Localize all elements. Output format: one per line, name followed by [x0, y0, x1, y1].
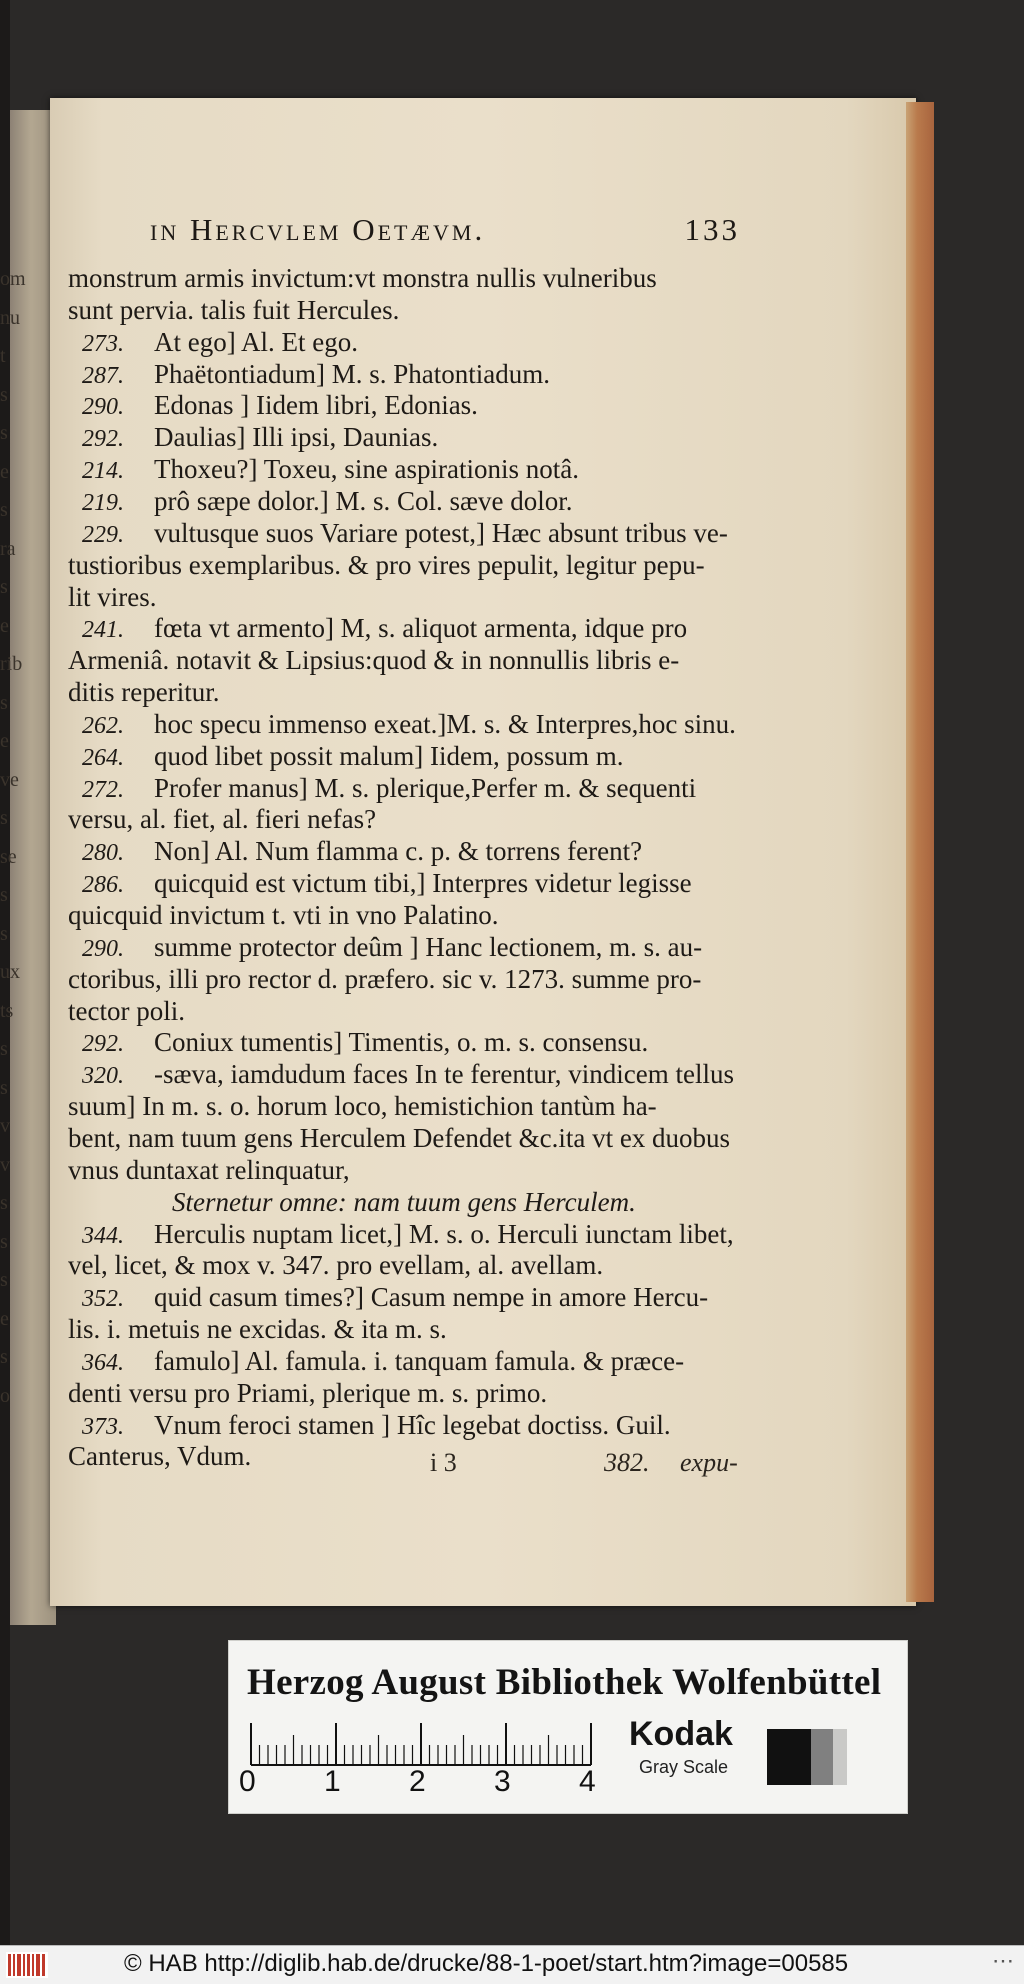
text-line — [82, 1409, 671, 1441]
line-text: Armeniâ. notavit & Lipsius:quod & in nonnullis libris e- — [68, 645, 680, 676]
text-line — [68, 644, 679, 676]
margin-fragment: o — [0, 1384, 10, 1407]
page-fore-edge — [906, 102, 934, 1602]
hab-logo-icon — [6, 1952, 48, 1978]
text-line — [68, 1377, 547, 1409]
verse-number: 292. — [82, 1031, 124, 1058]
verse-number: 273. — [82, 330, 124, 357]
verse-number: 292. — [82, 426, 124, 453]
text-line — [82, 517, 728, 549]
copyright-url[interactable]: © HAB http://diglib.hab.de/drucke/88-1-poet/start.htm?image=00585 — [124, 1950, 849, 1977]
line-text: summe protector deûm ] Hanc lectionem, m. s. au- — [154, 931, 703, 962]
margin-fragment: v — [0, 1153, 10, 1176]
line-text: fœta vt armento] M, s. aliquot armenta, idque pro — [154, 613, 688, 644]
text-line — [68, 963, 701, 995]
margin-fragment: s — [0, 576, 8, 598]
verse-number: 229. — [82, 521, 124, 548]
line-text: Coniux tumentis] Timentis, o. m. s. consensu. — [154, 1027, 649, 1058]
margin-fragment: s — [0, 1192, 8, 1214]
ruler-label: 0 — [239, 1765, 256, 1798]
catchword-number: 382. — [604, 1448, 650, 1477]
ruler-label: 2 — [409, 1765, 426, 1798]
margin-fragment: v — [0, 1115, 10, 1137]
line-text: sunt pervia. talis fuit Hercules. — [68, 294, 400, 325]
line-text: tustioribus exemplaribus. & pro vires pepulit, legitur pepu- — [68, 549, 705, 580]
text-line — [82, 612, 687, 644]
text-line — [82, 931, 702, 963]
text-line — [82, 1345, 684, 1377]
text-line — [82, 1058, 734, 1090]
verse-number: 262. — [82, 712, 124, 739]
line-text: ctoribus, illi pro rector d. præfero. sic v. 1273. summe pro- — [68, 963, 702, 994]
margin-fragment: ve — [0, 768, 19, 791]
line-text: lis. i. metuis ne excidas. & ita m. s. — [68, 1314, 447, 1345]
margin-fragment: s — [0, 383, 8, 406]
line-text: Vnum feroci stamen ] Hîc legebat doctiss. Guil. — [154, 1409, 671, 1440]
margin-fragment: e — [0, 730, 9, 752]
text-line — [68, 581, 157, 613]
line-text: versu, al. fiet, al. fieri nefas? — [68, 804, 377, 835]
gray-swatch-dark — [767, 1729, 811, 1785]
text-line — [68, 1249, 603, 1281]
line-text: vel, licet, & mox v. 347. pro evellam, al. avellam. — [68, 1250, 604, 1281]
line-text: Herculis nuptam licet,] M. s. o. Herculi iunctam libet, — [154, 1218, 734, 1249]
verse-number: 373. — [82, 1413, 124, 1440]
signature-mark: i 3 — [430, 1448, 457, 1477]
ellipsis-icon[interactable]: ⋯ — [992, 1948, 1016, 1973]
line-text: ditis reperitur. — [68, 677, 220, 708]
text-line — [68, 1090, 657, 1122]
line-text: -sæva, iamdudum faces In te ferentur, vindicem tellus — [154, 1059, 734, 1090]
margin-fragment: s — [0, 691, 8, 714]
margin-fragment: s — [0, 884, 8, 906]
line-text: monstrum armis invictum:vt monstra nullis vulneribus — [68, 263, 657, 293]
page-number: 133 — [684, 212, 740, 247]
gray-scale-label: Gray Scale — [639, 1757, 729, 1777]
text-line — [82, 485, 573, 517]
margin-fragment: t — [0, 345, 6, 367]
line-text: Edonas ] Iidem libri, Edonias. — [154, 390, 478, 421]
margin-fragment: ts — [0, 999, 14, 1022]
text-line — [82, 358, 550, 390]
line-text: bent, nam tuum gens Herculem Defendet &c.ita vt ex duobus — [68, 1122, 731, 1153]
text-line — [82, 1281, 708, 1313]
text-line — [82, 1218, 734, 1250]
verse-number: 264. — [82, 744, 124, 771]
line-text: tector poli. — [68, 995, 185, 1026]
line-text: hoc specu immenso exeat.]M. s. & Interpres,hoc sinu. — [154, 708, 736, 739]
text-line — [68, 995, 185, 1027]
line-text: At ego] Al. Et ego. — [154, 326, 358, 357]
verse-number: 219. — [82, 489, 124, 516]
kodak-logo: Kodak — [629, 1715, 733, 1753]
ruler-label: 3 — [494, 1765, 511, 1798]
running-head-title: in Hercvlem Oetævm. — [150, 212, 486, 247]
verse-number: 320. — [82, 1063, 124, 1090]
line-text: Profer manus] M. s. plerique,Perfer m. & sequenti — [154, 772, 697, 803]
margin-fragment: s — [0, 422, 8, 444]
text-line — [68, 803, 376, 835]
line-text: famulo] Al. famula. i. tanquam famula. & præce- — [154, 1345, 685, 1376]
color-calibration-card — [228, 1640, 908, 1814]
margin-fragment: s — [0, 1076, 8, 1099]
text-line — [82, 453, 579, 485]
line-text: quid casum times?] Casum nempe in amore Hercu- — [154, 1282, 709, 1313]
verse-number: 290. — [82, 935, 124, 962]
line-text: Sternetur omne: nam tuum gens Herculem. — [172, 1186, 636, 1217]
text-line — [82, 1026, 648, 1058]
margin-fragment: s — [0, 1038, 8, 1060]
verse-number: 290. — [82, 394, 124, 421]
text-line — [82, 772, 696, 804]
line-text: Canterus, Vdum. — [68, 1441, 252, 1472]
margin-fragment: om — [0, 268, 26, 290]
verse-number: 344. — [82, 1222, 124, 1249]
line-text: Non] Al. Num flamma c. p. & torrens ferent? — [154, 836, 643, 867]
margin-fragment: s — [0, 499, 8, 521]
text-line — [68, 262, 657, 294]
catchword: expu- — [680, 1448, 738, 1477]
gray-swatch-light — [833, 1729, 847, 1785]
line-text: Phaëtontiadum] M. s. Phatontiadum. — [154, 358, 550, 389]
text-line — [82, 326, 358, 358]
line-text: quod libet possit malum] Iidem, possum m. — [154, 740, 624, 771]
text-line — [82, 421, 438, 453]
previous-page-margin-text — [0, 260, 46, 1407]
text-line — [68, 1313, 447, 1345]
ruler-scale — [251, 1721, 611, 1767]
line-text: vultusque suos Variare potest,] Hæc absunt tribus ve- — [154, 517, 728, 548]
text-line — [68, 1440, 251, 1472]
margin-fragment: e — [0, 1307, 9, 1330]
line-text: suum] In m. s. o. horum loco, hemistichion tantùm ha- — [68, 1091, 657, 1122]
line-text: Thoxeu?] Toxeu, sine aspirationis notâ. — [154, 454, 580, 485]
gray-swatch-mid — [811, 1729, 833, 1785]
text-line — [68, 1122, 730, 1154]
verse-number: 241. — [82, 617, 124, 644]
margin-fragment: se — [0, 845, 17, 868]
margin-fragment: ra — [0, 537, 16, 560]
line-text: quicquid est victum tibi,] Interpres videtur legisse — [154, 868, 692, 899]
margin-fragment: s — [0, 922, 8, 945]
text-line — [82, 389, 478, 421]
text-line — [82, 835, 642, 867]
line-text: lit vires. — [68, 581, 157, 612]
footer-bar — [0, 1945, 1024, 1984]
margin-fragment: s — [0, 1269, 8, 1291]
line-text: denti versu pro Priami, plerique m. s. primo. — [68, 1377, 548, 1408]
margin-fragment: s — [0, 1346, 8, 1368]
line-text: prô sæpe dolor.] M. s. Col. sæve dolor. — [154, 485, 573, 516]
text-line — [68, 549, 705, 581]
verse-number: 286. — [82, 872, 124, 899]
ruler-label: 1 — [324, 1765, 341, 1798]
margin-fragment: ux — [0, 961, 20, 983]
line-text: quicquid invictum t. vti in vno Palatino. — [68, 900, 499, 930]
ruler-label: 4 — [579, 1765, 596, 1798]
text-line — [82, 867, 692, 899]
verse-number: 352. — [82, 1286, 124, 1313]
verse-number: 364. — [82, 1349, 124, 1376]
margin-fragment: nu — [0, 306, 20, 329]
text-line — [68, 294, 399, 326]
text-line — [172, 1186, 636, 1218]
library-name: Herzog August Bibliothek Wolfenbüttel — [247, 1662, 882, 1703]
line-text: Daulias] Illi ipsi, Daunias. — [154, 422, 439, 453]
verse-number: 287. — [82, 362, 124, 389]
margin-fragment: rib — [0, 653, 23, 675]
verse-number: 214. — [82, 458, 124, 485]
margin-fragment: s — [0, 807, 8, 829]
verse-number: 280. — [82, 840, 124, 867]
ruler-labels — [239, 1765, 619, 1805]
text-line — [68, 676, 219, 708]
margin-fragment: s — [0, 1230, 8, 1253]
text-line — [68, 1154, 350, 1186]
text-line — [82, 740, 623, 772]
text-line — [82, 708, 736, 740]
margin-fragment: e — [0, 614, 9, 637]
line-text: vnus duntaxat relinquatur, — [68, 1154, 350, 1185]
verse-number: 272. — [82, 776, 124, 803]
running-head — [150, 212, 740, 248]
text-line — [68, 899, 498, 931]
margin-fragment: e — [0, 460, 9, 483]
